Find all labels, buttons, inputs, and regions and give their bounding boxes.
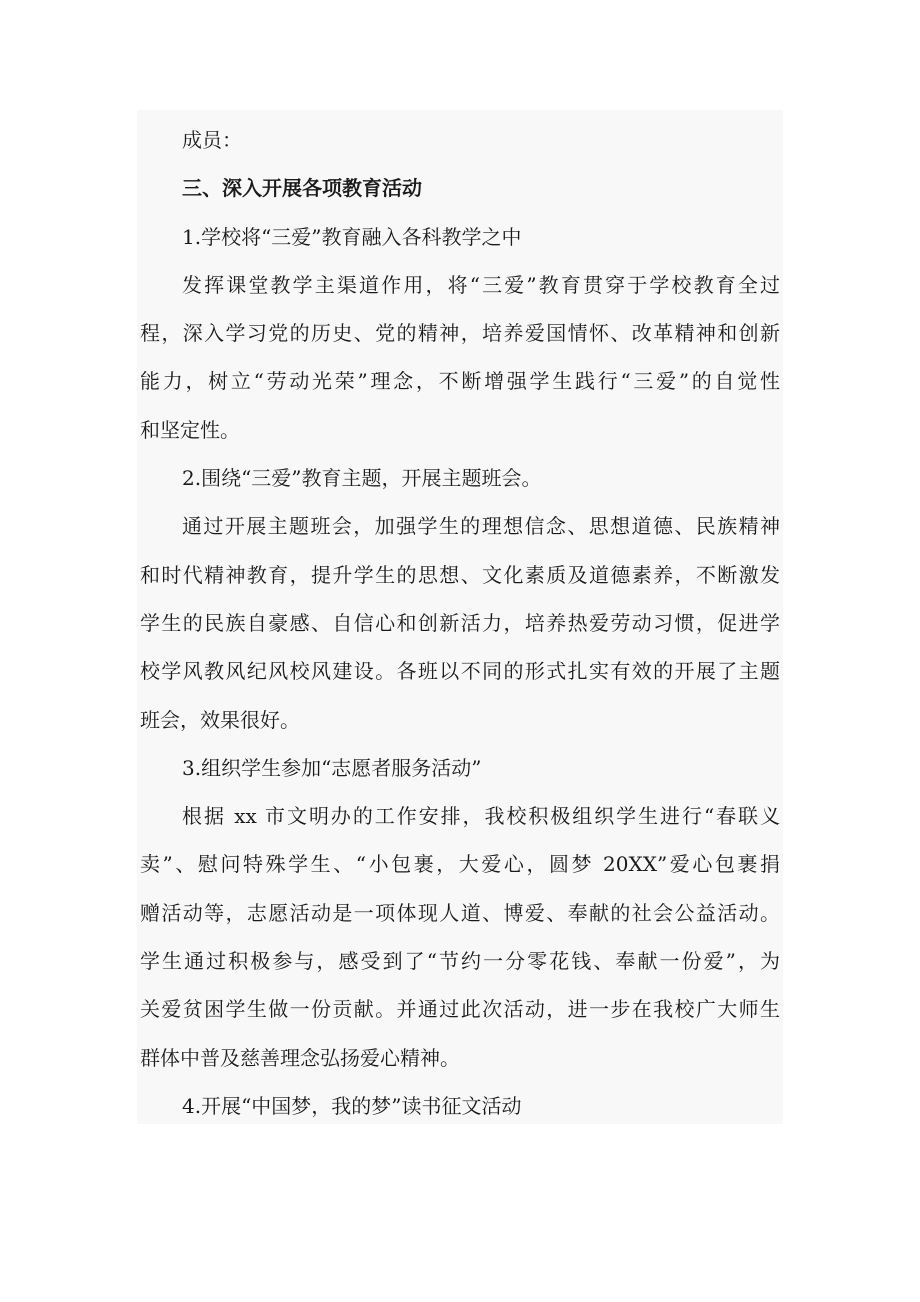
text-line: 3.组织学生参加“志愿者服务活动” (182, 755, 482, 780)
text-line: 关爱贫困学生做一份贡献。并通过此次活动，进一步在我校广大师生 (140, 997, 780, 1022)
section-heading: 三、深入开展各项教育活动 (182, 176, 422, 201)
text-line: 赠活动等，志愿活动是一项体现人道、博爱、奉献的社会公益活动。 (140, 900, 780, 925)
text-line: 学生的民族自豪感、自信心和创新活力，培养热爱劳动习惯，促进学 (140, 610, 780, 635)
text-line: 4.开展“中国梦，我的梦”读书征文活动 (182, 1093, 522, 1118)
text-line: 班会，效果很好。 (140, 707, 300, 732)
text-line: 1.学校将“三爱”教育融入各科教学之中 (182, 224, 522, 249)
text-line: 2.围绕“三爱”教育主题，开展主题班会。 (182, 466, 542, 491)
text-line: 学生通过积极参与，感受到了“节约一分零花钱、奉献一份爱”，为 (140, 949, 780, 974)
document-page (137, 110, 783, 1124)
text-line: 群体中普及慈善理念弘扬爱心精神。 (140, 1045, 460, 1070)
text-line: 和时代精神教育，提升学生的思想、文化素质及道德素养，不断激发 (140, 562, 780, 587)
text-line: 和坚定性。 (140, 417, 240, 442)
text-line: 能力，树立“劳动光荣”理念，不断增强学生践行“三爱”的自觉性 (140, 369, 780, 394)
text-line: 成员： (182, 128, 242, 152)
text-line: 根据 xx 市文明办的工作安排，我校积极组织学生进行“春联义 (182, 804, 780, 829)
text-line: 发挥课堂教学主渠道作用，将“三爱”教育贯穿于学校教育全过 (182, 272, 780, 297)
text-line: 卖”、慰问特殊学生、“小包裹，大爱心，圆梦 20XX”爱心包裹捐 (140, 852, 780, 877)
text-line: 程，深入学习党的历史、党的精神，培养爱国情怀、改革精神和创新 (140, 321, 780, 346)
text-line: 校学风教风纪风校风建设。各班以不同的形式扎实有效的开展了主题 (140, 659, 780, 684)
text-line: 通过开展主题班会，加强学生的理想信念、思想道德、民族精神 (182, 514, 780, 539)
